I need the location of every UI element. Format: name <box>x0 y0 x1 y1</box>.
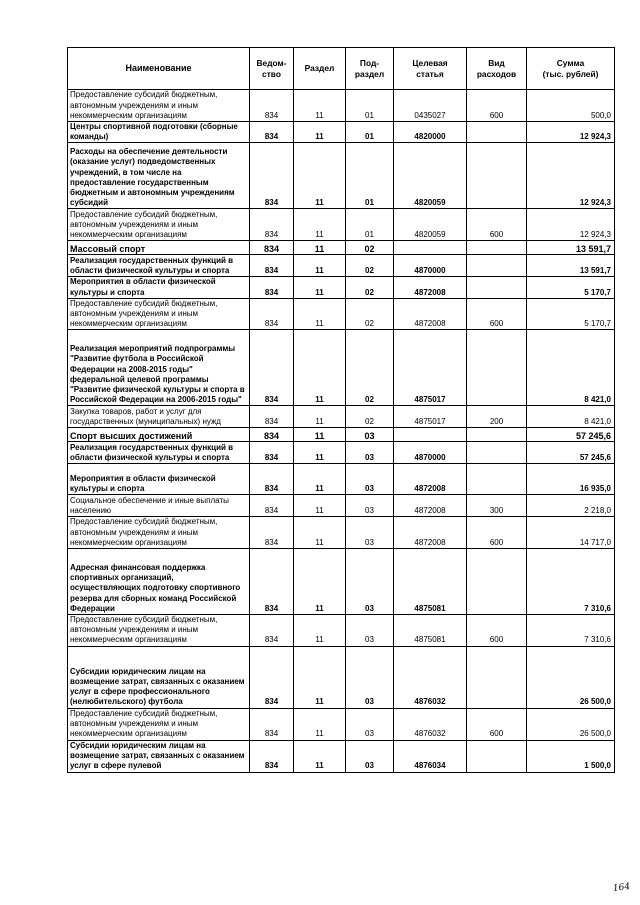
table-row <box>68 442 615 464</box>
cell-name: Мероприятия в области физической культуры и спорта <box>68 277 250 298</box>
cell-type <box>467 330 527 406</box>
cell-name: Спорт высших достижений <box>68 428 250 442</box>
cell-name: Центры спортивной подготовки (сборные команды) <box>68 122 250 143</box>
table-row <box>68 277 615 298</box>
cell-target: 4870000 <box>394 255 467 277</box>
cell-sum: 26 500,0 <box>527 646 615 708</box>
cell-section: 11 <box>294 241 346 255</box>
cell-sum: 13 591,7 <box>527 241 615 255</box>
cell-section: 11 <box>294 708 346 740</box>
cell-name: Предоставление субсидий бюджетным, автономным учреждениям и иным некоммерческим организациям <box>68 615 250 647</box>
cell-sum: 16 935,0 <box>527 464 615 495</box>
header-sum: Сумма (тыс. рублей) <box>527 48 615 90</box>
cell-sum: 12 924,3 <box>527 209 615 241</box>
cell-name: Предоставление субсидий бюджетным, автономным учреждениям и иным некоммерческим организациям <box>68 708 250 740</box>
cell-subsection: 01 <box>346 122 394 143</box>
cell-name: Расходы на обеспечение деятельности (оказание услуг) подведомственных учреждений, в том числе на предоставление государственным бюджетным и автономным учреждениям субсидий <box>68 143 250 209</box>
cell-name: Закупка товаров, работ и услуг для государственных (муниципальных) нужд <box>68 406 250 428</box>
header-target: Целевая статья <box>394 48 467 90</box>
cell-target: 4872008 <box>394 277 467 298</box>
cell-target: 4876032 <box>394 646 467 708</box>
cell-name: Мероприятия в области физической культуры и спорта <box>68 464 250 495</box>
cell-dept: 834 <box>250 255 294 277</box>
cell-section: 11 <box>294 428 346 442</box>
cell-type: 600 <box>467 615 527 647</box>
cell-sum: 500,0 <box>527 90 615 122</box>
cell-target: 4875081 <box>394 549 467 615</box>
cell-sum: 7 310,6 <box>527 615 615 647</box>
table-row <box>68 517 615 549</box>
cell-type: 600 <box>467 209 527 241</box>
cell-sum: 1 500,0 <box>527 740 615 772</box>
cell-subsection: 02 <box>346 255 394 277</box>
cell-name: Реализация государственных функций в области физической культуры и спорта <box>68 442 250 464</box>
cell-subsection: 03 <box>346 464 394 495</box>
cell-section: 11 <box>294 442 346 464</box>
cell-type <box>467 122 527 143</box>
cell-dept: 834 <box>250 90 294 122</box>
cell-section: 11 <box>294 406 346 428</box>
cell-section: 11 <box>294 277 346 298</box>
cell-type <box>467 646 527 708</box>
cell-subsection: 01 <box>346 90 394 122</box>
cell-sum: 7 310,6 <box>527 549 615 615</box>
cell-subsection: 03 <box>346 549 394 615</box>
cell-sum: 12 924,3 <box>527 143 615 209</box>
cell-type <box>467 464 527 495</box>
table-row <box>68 740 615 772</box>
cell-name: Предоставление субсидий бюджетным, автономным учреждениям и иным некоммерческим организациям <box>68 298 250 330</box>
table-row <box>68 615 615 647</box>
cell-subsection: 01 <box>346 143 394 209</box>
cell-sum: 57 245,6 <box>527 442 615 464</box>
cell-dept: 834 <box>250 122 294 143</box>
cell-name: Предоставление субсидий бюджетным, автономным учреждениям и иным некоммерческим организациям <box>68 209 250 241</box>
cell-target: 4875017 <box>394 406 467 428</box>
cell-target: 4820000 <box>394 122 467 143</box>
cell-name: Реализация мероприятий подпрограммы "Развитие футбола в Российской Федерации на 2008-2015 годы" федеральной целевой программы "Развитие физической культуры и спорта в Российской Федерации на 2006-2015 годы" <box>68 330 250 406</box>
cell-dept: 834 <box>250 241 294 255</box>
cell-name: Реализация государственных функций в области физической культуры и спорта <box>68 255 250 277</box>
table-header-row <box>68 48 615 90</box>
cell-type: 600 <box>467 90 527 122</box>
cell-target: 4820059 <box>394 143 467 209</box>
table-row <box>68 298 615 330</box>
cell-sum: 8 421,0 <box>527 330 615 406</box>
cell-target: 0435027 <box>394 90 467 122</box>
cell-section: 11 <box>294 549 346 615</box>
cell-type <box>467 549 527 615</box>
cell-target <box>394 241 467 255</box>
table-row <box>68 406 615 428</box>
cell-dept: 834 <box>250 615 294 647</box>
table-row <box>68 708 615 740</box>
cell-subsection: 03 <box>346 517 394 549</box>
header-type: Вид расходов <box>467 48 527 90</box>
cell-section: 11 <box>294 255 346 277</box>
cell-dept: 834 <box>250 517 294 549</box>
cell-sum: 12 924,3 <box>527 122 615 143</box>
cell-name: Субсидии юридическим лицам на возмещение затрат, связанных с оказанием услуг в сфере пулевой <box>68 740 250 772</box>
cell-dept: 834 <box>250 495 294 517</box>
cell-subsection: 02 <box>346 277 394 298</box>
table-row <box>68 255 615 277</box>
cell-section: 11 <box>294 517 346 549</box>
cell-name: Социальное обеспечение и иные выплаты населению <box>68 495 250 517</box>
cell-dept: 834 <box>250 549 294 615</box>
cell-subsection: 02 <box>346 298 394 330</box>
cell-target: 4872008 <box>394 517 467 549</box>
cell-sum: 8 421,0 <box>527 406 615 428</box>
cell-subsection: 02 <box>346 330 394 406</box>
cell-section: 11 <box>294 90 346 122</box>
cell-sum: 5 170,7 <box>527 298 615 330</box>
cell-target: 4875017 <box>394 330 467 406</box>
cell-type <box>467 740 527 772</box>
cell-subsection: 03 <box>346 615 394 647</box>
cell-target: 4820059 <box>394 209 467 241</box>
cell-section: 11 <box>294 740 346 772</box>
cell-dept: 834 <box>250 298 294 330</box>
cell-type <box>467 442 527 464</box>
cell-target: 4872008 <box>394 464 467 495</box>
cell-dept: 834 <box>250 646 294 708</box>
table-row <box>68 428 615 442</box>
cell-target: 4870000 <box>394 442 467 464</box>
cell-name: Предоставление субсидий бюджетным, автономным учреждениям и иным некоммерческим организациям <box>68 517 250 549</box>
table-row <box>68 549 615 615</box>
cell-dept: 834 <box>250 442 294 464</box>
table-row <box>68 464 615 495</box>
cell-section: 11 <box>294 209 346 241</box>
cell-type: 600 <box>467 517 527 549</box>
cell-sum: 26 500,0 <box>527 708 615 740</box>
page-mark: 164 <box>612 881 631 895</box>
cell-type <box>467 241 527 255</box>
cell-section: 11 <box>294 495 346 517</box>
header-name: Наименование <box>68 48 250 90</box>
cell-dept: 834 <box>250 277 294 298</box>
cell-sum: 14 717,0 <box>527 517 615 549</box>
cell-section: 11 <box>294 122 346 143</box>
cell-dept: 834 <box>250 464 294 495</box>
cell-section: 11 <box>294 143 346 209</box>
cell-target: 4872008 <box>394 495 467 517</box>
cell-target: 4876032 <box>394 708 467 740</box>
table-row <box>68 122 615 143</box>
cell-dept: 834 <box>250 209 294 241</box>
table-row <box>68 495 615 517</box>
cell-dept: 834 <box>250 708 294 740</box>
table-row <box>68 241 615 255</box>
cell-type <box>467 277 527 298</box>
cell-subsection: 02 <box>346 406 394 428</box>
cell-type <box>467 428 527 442</box>
cell-type: 600 <box>467 298 527 330</box>
cell-target <box>394 428 467 442</box>
cell-dept: 834 <box>250 406 294 428</box>
cell-subsection: 03 <box>346 428 394 442</box>
table-row <box>68 330 615 406</box>
cell-name: Массовый спорт <box>68 241 250 255</box>
cell-section: 11 <box>294 298 346 330</box>
cell-sum: 57 245,6 <box>527 428 615 442</box>
cell-dept: 834 <box>250 428 294 442</box>
cell-section: 11 <box>294 330 346 406</box>
table-row <box>68 143 615 209</box>
cell-name: Субсидии юридическим лицам на возмещение затрат, связанных с оказанием услуг в сфере профессионального (нелюбительского) футбола <box>68 646 250 708</box>
cell-name: Адресная финансовая поддержка спортивных организаций, осуществляющих подготовку спортивного резерва для сборных команд Российской Федерации <box>68 549 250 615</box>
cell-subsection: 02 <box>346 241 394 255</box>
cell-subsection: 03 <box>346 740 394 772</box>
cell-name: Предоставление субсидий бюджетным, автономным учреждениям и иным некоммерческим организациям <box>68 90 250 122</box>
header-dept: Ведом- ство <box>250 48 294 90</box>
table-row <box>68 646 615 708</box>
cell-section: 11 <box>294 464 346 495</box>
table-row <box>68 90 615 122</box>
cell-type: 200 <box>467 406 527 428</box>
cell-type <box>467 143 527 209</box>
cell-dept: 834 <box>250 330 294 406</box>
cell-subsection: 03 <box>346 442 394 464</box>
cell-subsection: 03 <box>346 646 394 708</box>
cell-dept: 834 <box>250 740 294 772</box>
cell-target: 4876034 <box>394 740 467 772</box>
cell-sum: 13 591,7 <box>527 255 615 277</box>
cell-sum: 5 170,7 <box>527 277 615 298</box>
header-section: Раздел <box>294 48 346 90</box>
cell-section: 11 <box>294 646 346 708</box>
cell-type <box>467 255 527 277</box>
budget-table <box>67 47 615 773</box>
cell-type: 600 <box>467 708 527 740</box>
cell-subsection: 01 <box>346 209 394 241</box>
cell-subsection: 03 <box>346 495 394 517</box>
header-subsection: Под- раздел <box>346 48 394 90</box>
cell-subsection: 03 <box>346 708 394 740</box>
cell-target: 4872008 <box>394 298 467 330</box>
table-row <box>68 209 615 241</box>
cell-type: 300 <box>467 495 527 517</box>
cell-dept: 834 <box>250 143 294 209</box>
cell-sum: 2 218,0 <box>527 495 615 517</box>
cell-section: 11 <box>294 615 346 647</box>
cell-target: 4875081 <box>394 615 467 647</box>
